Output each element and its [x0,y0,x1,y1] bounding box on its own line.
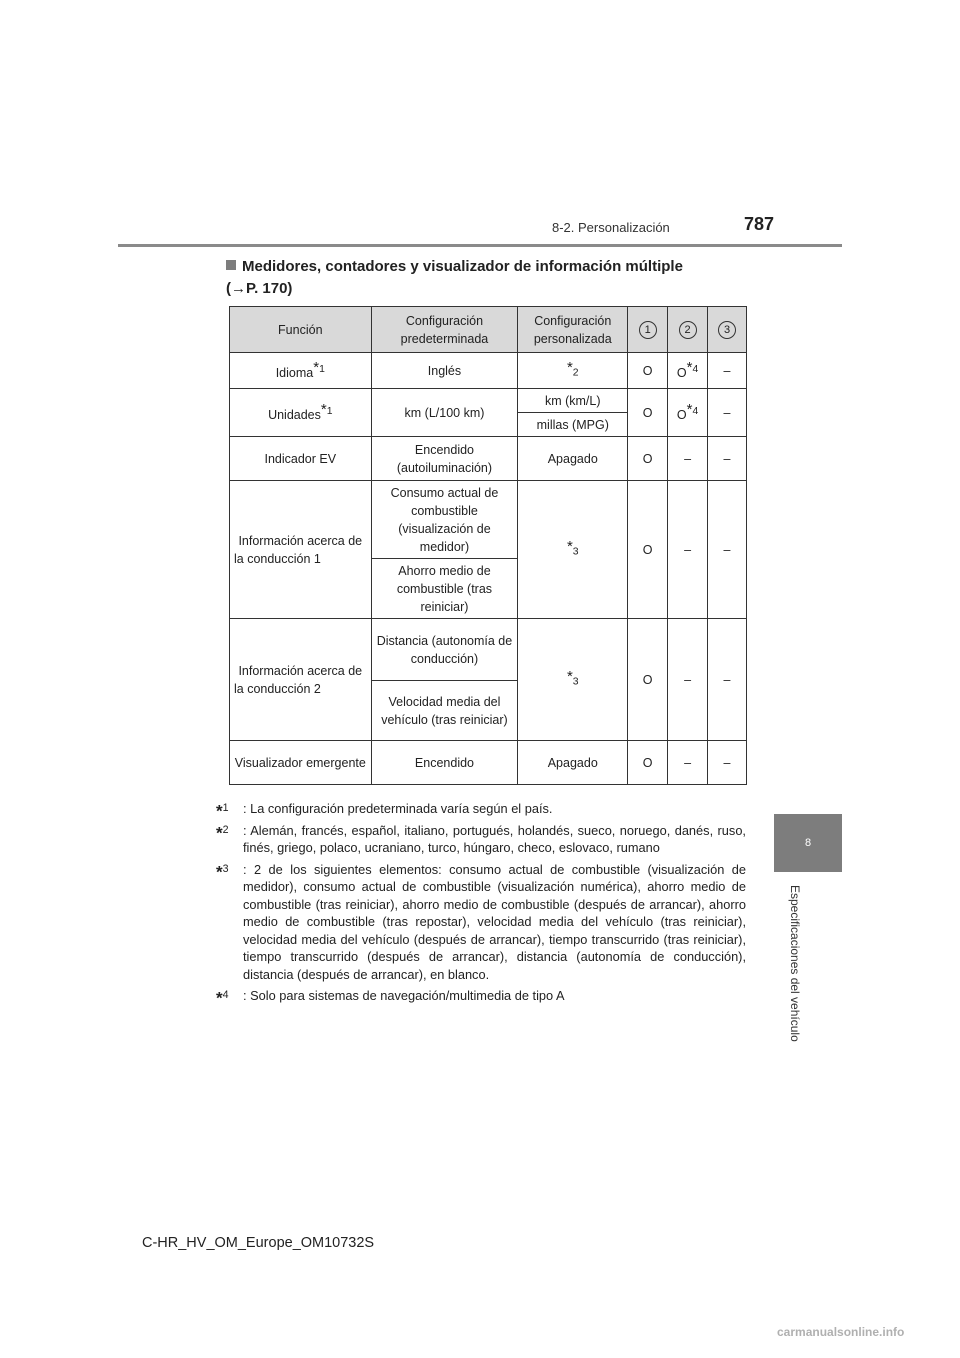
cell-default-a: Distancia (autonomía de conducción) [371,619,518,681]
cell-function [230,389,372,437]
header-col2 [668,307,708,353]
cell-custom-a: km (km/L) [518,389,628,413]
cell-col3: – [708,353,747,389]
document-id: C-HR_HV_OM_Europe_OM10732S [142,1235,375,1251]
function-label: Unidades [268,408,321,423]
footnote-ref: 1 [326,405,333,417]
footnote-ref: 2 [572,367,579,379]
cell-function: Información acerca de la conducción 2 [230,619,372,741]
cell-custom: Apagado [518,741,628,785]
footnote-number: 2 [222,823,229,836]
footnote-star: * [320,400,327,418]
cell-col3: – [708,481,747,619]
footnote-number: 4 [222,989,229,1001]
cell-col1: O [628,437,668,481]
section-heading [226,256,766,300]
cell-default-b: Ahorro medio de combustible (tras reiniciar) [371,559,518,619]
cell-col3: – [708,619,747,741]
cell-col2 [668,389,708,437]
footnote-ref: 1 [319,363,325,375]
cell-col2 [668,353,708,389]
cell-default: Encendido (autoiluminación) [371,437,518,481]
footnote-star: * [313,358,320,376]
cell-custom [518,619,628,741]
cell-function [230,353,372,389]
footnote-star: * [686,358,693,376]
table-row-idioma [230,353,747,389]
function-label: Idioma [275,366,314,381]
section-title: 8-2. Personalización [552,220,670,235]
cell-col2: – [668,619,708,741]
footnote-star: * [216,988,223,1008]
chapter-number: 8 [804,837,812,849]
footnote-text: : Solo para sistemas de navegación/multimedia de tipo A [243,988,565,1003]
cell-col3: – [708,389,747,437]
cell-col2: – [668,481,708,619]
cell-custom: Apagado [518,437,628,481]
chapter-title: Especificaciones del vehículo [788,885,802,1042]
header-rule [118,244,842,247]
footnote-2 [216,822,746,857]
table-row-info2 [230,619,747,681]
col2-value: O [676,408,687,423]
col2-value: O [676,366,687,381]
settings-table [229,306,747,785]
circled-number-1-icon: 1 [639,321,657,339]
cell-col1: O [628,353,668,389]
footnote-star: * [216,822,223,842]
page-number: 787 [744,214,775,234]
table-row-ev [230,437,747,481]
footnote-ref: 3 [572,546,579,558]
cell-default: Inglés [371,353,518,389]
header-function: Función [230,307,372,353]
header-default: Configuración predeterminada [371,307,518,353]
cell-col2: – [668,437,708,481]
table-row-unidades [230,389,747,413]
cell-col1: O [628,481,668,619]
cell-col3: – [708,437,747,481]
footnote-4 [216,987,746,1008]
cell-col1: O [628,389,668,437]
footnotes [216,800,746,1009]
footnote-star: * [566,537,573,555]
cell-col2: – [668,741,708,785]
header-custom: Configuración personalizada [518,307,628,353]
cell-default: Encendido [371,741,518,785]
table-row-info1 [230,481,747,559]
square-bullet-icon [226,260,236,270]
cell-custom [518,353,628,389]
footnote-ref: 4 [692,405,699,417]
footnote-star: * [216,801,223,821]
cell-function: Visualizador emergente [230,741,372,785]
footnote-3 [216,861,746,984]
footnote-number: 1 [222,802,229,814]
cell-custom-b: millas (MPG) [518,413,628,437]
cell-col1: O [628,741,668,785]
cell-col3: – [708,741,747,785]
footnote-text: : La configuración predeterminada varía según el país. [243,801,553,816]
chapter-side-label [784,885,806,1055]
table-header-row [230,307,747,353]
cell-default: km (L/100 km) [371,389,518,437]
footnote-ref: 3 [572,676,579,688]
page-reference-link[interactable]: (→P. 170) [226,280,293,297]
cell-function: Indicador EV [230,437,372,481]
footnote-1 [216,800,746,821]
chapter-tab[interactable] [774,814,842,872]
table-row-popup [230,741,747,785]
circled-number-2-icon: 2 [679,321,697,339]
footnote-ref: 4 [692,363,699,375]
header-col3 [708,307,747,353]
footnote-star: * [566,358,573,376]
footnote-text: : Alemán, francés, español, italiano, portugués, holandés, sueco, noruego, danés, ruso, finés, griego, polaco, ucraniano, turco, húngaro, checo, eslovaco, rumano [243,822,746,855]
heading-line1: Medidores, contadores y visualizador de información múltiple [242,258,683,275]
cell-default-a: Consumo actual de combustible (visualización de medidor) [371,481,518,559]
circled-number-3-icon: 3 [718,321,736,339]
cell-custom [518,481,628,619]
cell-col1: O [628,619,668,741]
footnote-star: * [686,400,693,418]
footnote-star: * [216,861,223,881]
footnote-text: : 2 de los siguientes elementos: consumo actual de combustible (visualización de medidor), consumo actual de combustible (visualización numérica), ahorro medio de combustible (tras reiniciar), ahorro medio de combustible (después de arrancar), ahorro medio de combustible (tras repostar), velocidad media del vehículo (tras reiniciar), velocidad media del vehículo (después de arrancar), tiempo transcurrido (tras reiniciar), tiempo transcurrido (después de arrancar), distancia (autonomía de conducción), distancia (después de arrancar), en blanco. [243,861,746,982]
footnote-number: 3 [222,862,229,875]
footnote-star: * [566,667,573,685]
header-col1 [628,307,668,353]
cell-default-b: Velocidad media del vehículo (tras reiniciar) [371,681,518,741]
cell-function: Información acerca de la conducción 1 [230,481,372,619]
watermark: carmanualsonline.info [777,1325,905,1339]
